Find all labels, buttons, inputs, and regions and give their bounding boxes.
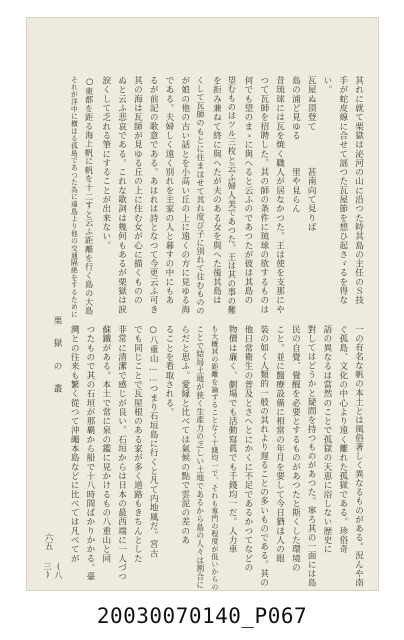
text-column-lower: 民の自覺、覺醒を必要とするものがあつたと斯くした環境の <box>290 325 301 573</box>
text-column-lower: 装の如く人類的一般の其れより遅ることの多いものである。其の <box>258 325 269 588</box>
text-column-lower: 物價は廉く、劇場でも活動寫眞でも千錢均一だ。人力車 <box>227 325 238 554</box>
text-column-upper: い。 <box>321 76 332 95</box>
text-column-upper: が娘の他の古い話とを小高い丘の上に遠くの方に見ゆる海 <box>179 76 190 314</box>
text-column-upper: 涙くして乏れる筆にすることが出来ない。 <box>100 76 111 250</box>
text-column-upper: 手が蛇皮線に合せて謡つた瓦屋節を想ひ起さゞるを得な <box>337 76 348 305</box>
sheet-number: (八三) <box>43 562 63 579</box>
text-column-lower: 對してはどうかと疑問を持つものがあつた。寧ろ其の一面には島 <box>306 325 317 588</box>
text-column-lower: も大概其の距離を論ずることなく十錢均一で、それも専門の程度が低いからの <box>210 325 220 591</box>
text-column-upper: 昔琉球には瓦を焼く職人が居なかつた。王は使を支那にや <box>274 76 285 314</box>
text-column-lower: ることを看取される。 <box>163 325 174 417</box>
text-column-upper: 島の浦ど見ゆる 里や見らん <box>290 76 301 214</box>
text-column-lower: つたもので其の石垣が那覇から船で十八時間ばかりかかる。臺 <box>84 325 95 582</box>
text-column-lower: 一の有名な帆の本土とは風俗著しく異なるものがある。況んや南 <box>353 325 364 588</box>
text-column-lower: ○八重山……つまり石垣島に行くと凡て内地風だ。宮古 <box>148 325 159 558</box>
running-title: 栗 獄 の 叢 <box>52 316 62 395</box>
text-column-lower: 蘇鐵がある。本土で常に泉の鑑に見かけるもの八重山と同 <box>100 325 111 563</box>
text-column-upper: 望むものはツル三枚と云ふ婦人美であつた。王は其の事の難 <box>226 76 237 315</box>
text-column-upper: るが前記の歌意である。あはれは詩となつて今更云ふ可き <box>148 76 159 314</box>
text-column-upper: ○東都を距る海上帆に帆を十二すと云ふ距離を行く島の大島 <box>84 76 95 316</box>
document-page <box>27 18 378 590</box>
text-column-upper: を拒み兼ねて終に與へたが夫のある女を與へた後其島は <box>211 76 222 305</box>
text-column-upper: それが洋中に横はる孤島であつた為に遠島より他の交通隔絶をするために <box>69 76 78 318</box>
text-column-lower: らだと思ふ。愛縁と比べては氣候の點で雲泥の差のあ <box>179 325 190 545</box>
text-column-upper: 何でも望のまゝに與へると云ふのであつたが彼は其島の <box>242 76 253 305</box>
text-column-lower: 灣との往来も繁く從つて沖繩本島などに比べては凡べてが <box>69 325 80 563</box>
text-column-lower: 他日常衛生の普及とさへとにかくに不足であるかつてなどの <box>242 325 253 573</box>
text-column-upper: くして瓦師のもとに住まはせて其れ度び子に別れて住むものの <box>195 76 205 316</box>
text-column-lower: こと。並に醫療設備に相當の年月を要して今日猶ほ人の眼 <box>274 325 285 563</box>
page-number: 六五 <box>43 533 53 551</box>
text-column-lower: でも同じことで瓦屋根のある家が多く道路もきちんとした <box>132 325 143 563</box>
text-column-lower: ぐ孤島、文化の中心より遠く離れた孤獄である。珍俗奇 <box>337 325 348 554</box>
text-column-lower: ことで結局土地が狭く生產力の乏しい土地であるから島の人々は割合に <box>195 325 205 589</box>
image-caption: 20030070140_P067 <box>96 604 308 628</box>
text-column-lower: 非常に清潔で感じが良い。石垣からは日本の最西端に一人づつ <box>116 325 127 582</box>
text-column-upper: である。夫婦しく遠く別れを主家の人と暮すの中にもあ <box>163 76 174 305</box>
text-column-upper: つて瓦師を招聘した。其の師の条件に琉球の欲するものは <box>258 76 269 314</box>
text-column-upper: 其れに就て栗獄は泌河の山に沿つた時其島の主任のＳ技 <box>353 76 364 305</box>
text-column-upper: ぬと云ふ悲哀である。これな歌詞は幾何もあるが栗獄は涙 <box>116 76 127 314</box>
text-column-lower: 語の異なるは當然のことで孤獄の天恵に浴しない歴史に <box>321 325 332 554</box>
text-column-upper: 其の海は瓦師が見ゆる丘の上に住む女が心に描くものの <box>132 76 143 305</box>
text-column-upper: 瓦屋ぬ頂登て 甚南向て見りば <box>306 76 317 232</box>
